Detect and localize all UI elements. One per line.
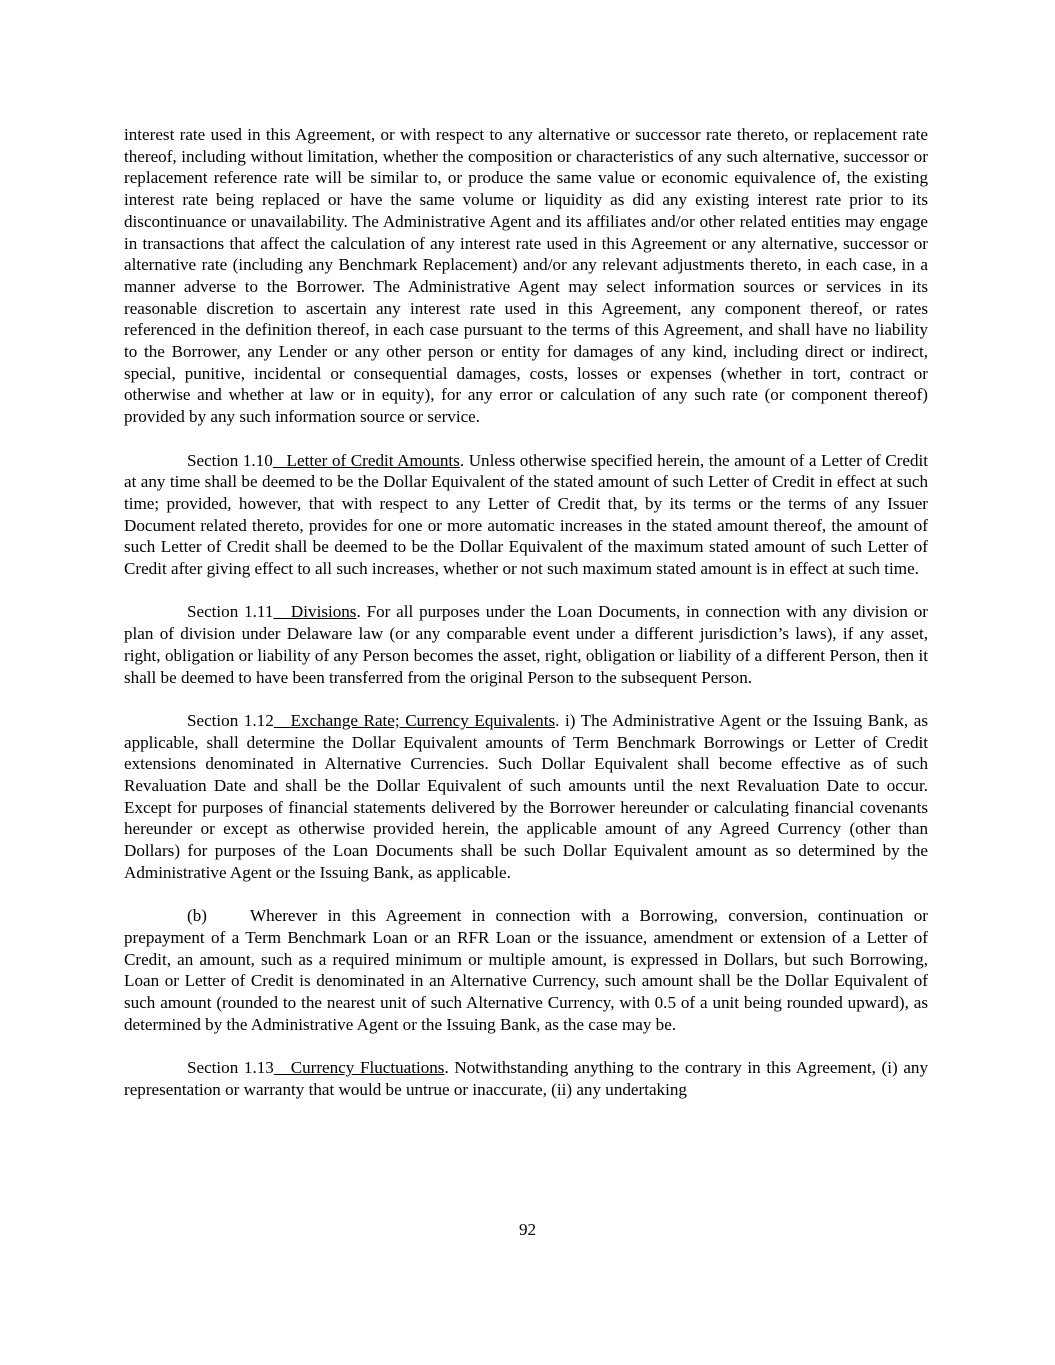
paragraph-continuation: interest rate used in this Agreement, or with respect to any alternative or successor rate thereto, or replacement rate thereof, including without limitation, whether the composition or characteristics of any such alternative, successor or replacement reference rate will be similar to, or produce the same value or economic equivalence of, the existing interest rate being replaced or have the same volume or liquidity as did any existing interest rate prior to its discontinuance or unavailability. The Administrative Agent and its affiliates and/or other related entities may engage in transactions that affect the calculation of any interest rate used in this Agreement or any alternative, successor or alternative rate (including any Benchmark Replacement) and/or any relevant adjustments thereto, in each case, in a manner adverse to the Borrower. The Administrative Agent may select information sources or services in its reasonable discretion to ascertain any interest rate used in this Agreement, any component thereof, or rates referenced in the definition thereof, in each case pursuant to the terms of this Agreement, and shall have no liability to the Borrower, any Lender or any other person or entity for damages of any kind, including direct or indirect, special, punitive, incidental or consequential damages, costs, losses or expenses (whether in tort, contract or otherwise and whether at law or in equity), for any error or calculation of any such rate (or component thereof) provided by any such information source or service. <box>124 125 928 427</box>
section-1-11 <box>124 601 928 688</box>
section-heading: Exchange Rate; Currency Equivalents <box>273 710 556 730</box>
section-1-13 <box>124 1057 928 1100</box>
section-number: Section 1.11 <box>187 602 274 622</box>
section-body: . Notwithstanding anything to the contrary in this Agreement, (i) any representation or warranty that would be untrue or inaccurate, (ii) any undertaking <box>124 1058 928 1099</box>
section-1-10 <box>124 450 928 580</box>
subsection-b <box>124 905 928 1035</box>
section-number: Section 1.12 <box>187 710 274 730</box>
section-number: Section 1.10 <box>187 450 273 470</box>
subsection-label: (b) <box>187 906 207 926</box>
section-number: Section 1.13 <box>187 1058 274 1078</box>
section-heading: Letter of Credit Amounts <box>272 450 460 470</box>
document-page <box>124 124 928 1122</box>
section-body: . i) The Administrative Agent or the Issuing Bank, as applicable, shall determine the Dollar Equivalent amounts of Term Benchmark Borrowings or Letter of Credit extensions denominated in Alternative Currencies. Such Dollar Equivalent shall become effective as of such Revaluation Date and shall be the Dollar Equivalent of such amounts until the next Revaluation Date to occur. Except for purposes of financial statements delivered by the Borrower hereunder or calculating financial covenants hereunder or except as otherwise provided herein, the applicable amount of any Agreed Currency (other than Dollars) for purposes of the Loan Documents shall be such Dollar Equivalent amount as so determined by the Administrative Agent or the Issuing Bank, as applicable. <box>124 710 928 882</box>
section-heading: Divisions <box>273 602 357 622</box>
page-number: 92 <box>518 1220 537 1239</box>
subsection-body: Wherever in this Agreement in connection with a Borrowing, conversion, continuation or prepayment of a Term Benchmark Loan or an RFR Loan or the issuance, amendment or extension of a Letter of Credit, an amount, such as a required minimum or multiple amount, is expressed in Dollars, but such Borrowing, Loan or Letter of Credit is denominated in an Alternative Currency, such amount shall be the Dollar Equivalent of such amount (rounded to the nearest unit of such Alternative Currency, with 0.5 of a unit being rounded upward), as determined by the Administrative Agent or the Issuing Bank, as the case may be. <box>124 906 928 1034</box>
section-heading: Currency Fluctuations <box>273 1058 445 1078</box>
section-body: . Unless otherwise specified herein, the amount of a Letter of Credit at any time shall be deemed to be the Dollar Equivalent of the stated amount of such Letter of Credit in effect at such time; provided, however, that with respect to any Letter of Credit that, by its terms or the terms of any Issuer Document related thereto, provides for one or more automatic increases in the stated amount thereof, the amount of such Letter of Credit shall be deemed to be the Dollar Equivalent of the maximum stated amount of such Letter of Credit after giving effect to all such increases, whether or not such maximum stated amount is in effect at such time. <box>124 450 928 579</box>
section-1-12 <box>124 710 928 884</box>
section-body: . For all purposes under the Loan Documents, in connection with any division or plan of division under Delaware law (or any comparable event under a different jurisdiction’s laws), if any asset, right, obligation or liability of any Person becomes the asset, right, obligation or liability of a different Person, then it shall be deemed to have been transferred from the original Person to the subsequent Person. <box>124 602 929 687</box>
